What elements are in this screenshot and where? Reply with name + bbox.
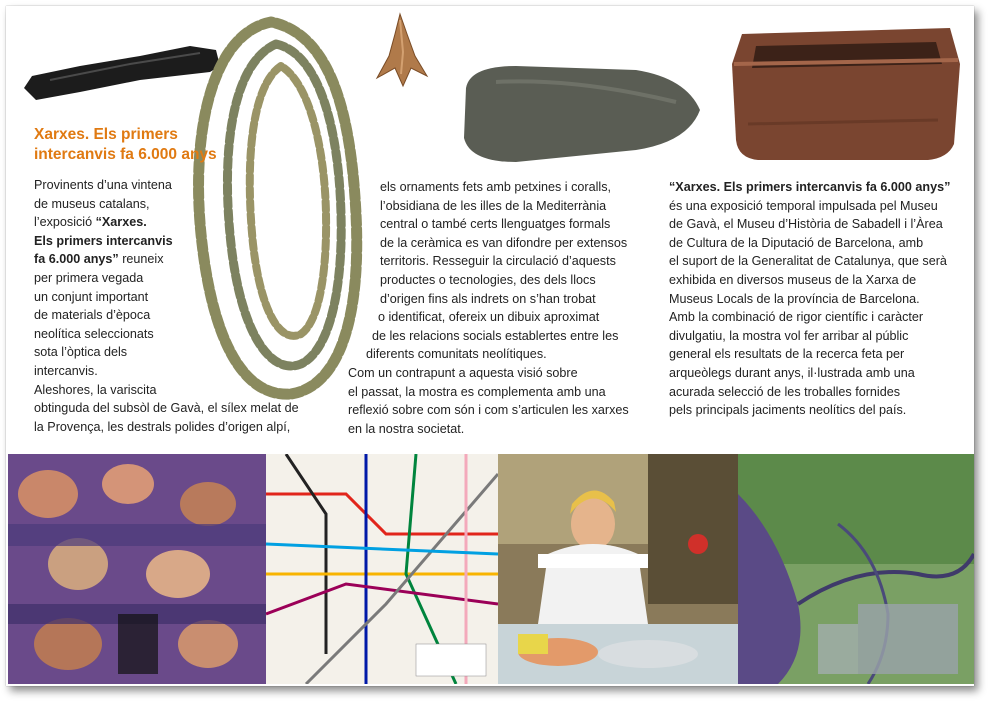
polished-axe-image <box>456 58 704 168</box>
castellers-photo <box>8 454 266 684</box>
text-column-1: Provinents d’una vintena de museus catalans, l’exposició “Xarxes. Els primers intercanvis fa 6.000 anys” reuneix per primera vegada un conjunt important de materials d’època neolítica seleccionats sota l’òptica dels intercanvis. Aleshores, la variscita obtinguda del subsòl de Gavà, el sílex melat de la Provença, les destrals polides d’origen alpí, <box>34 178 299 434</box>
text-column-3: “Xarxes. Els primers intercanvis fa 6.000 anys” és una exposició temporal impulsada pel Museu de Gavà, el Museu d’Història de Sabadell i l’Àrea de Cultura de la Diputació de Barcelona, amb el suport de la Generalitat de Catalunya, que serà exhibida en diversos museus de la Xarxa de Museus Locals de la província de Barcelona. Amb la combinació de rigor científic i caràcter divulgatiu, la mostra vol fer arribar al públic general els resultats de la recerca feta per arqueòlegs durant anys, il·lustrada amb una acurada selecció de les troballes fornides pels principals jaciments neolítics del país. <box>669 180 951 418</box>
text-column-2: els ornaments fets amb petxines i coralls, l’obsidiana de les illes de la Mediterrània central o també certs llenguatges formals de la ceràmica es van difondre per extensos territoris. Resseguir la circulació d’aquests productes o tecnologies, des dels llocs d’origen fins als indrets on s’han trobat o identificat, ofereix un dibuix aproximat de les relacions socials establertes entre les diferents comunitats neolítiques. Com un contrapunt a aquesta visió sobre el passat, la mostra es complementa amb una reflexió sobre com són i com s’articulen les xarxes en la nostra societat. <box>348 180 629 436</box>
metro-map-photo <box>266 454 498 684</box>
article-heading: Xarxes. Els primers intercanvis fa 6.000 anys <box>34 126 217 163</box>
brochure-page <box>6 6 974 686</box>
fish-market-photo <box>498 454 738 684</box>
satellite-map-photo <box>738 454 974 684</box>
ceramic-vessel-image <box>728 24 962 164</box>
